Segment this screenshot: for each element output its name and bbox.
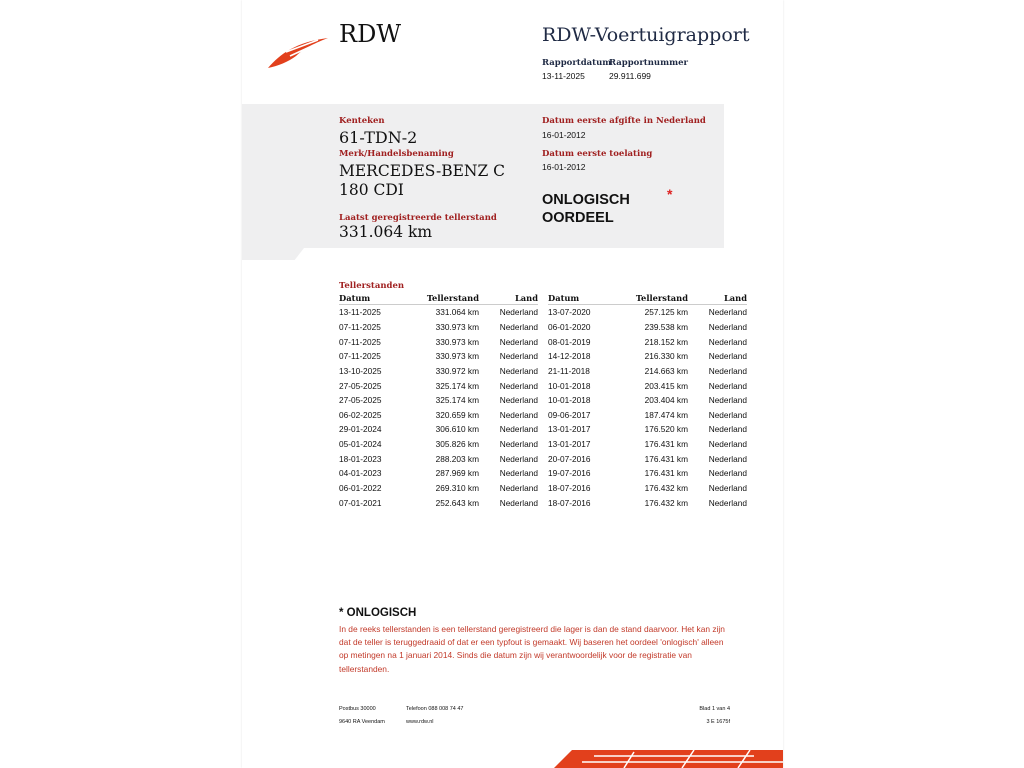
row-land: Nederland (499, 395, 538, 406)
first-admission-value: 16-01-2012 (542, 162, 586, 172)
rdw-logo-icon (266, 34, 330, 70)
row-km: 203.415 km (644, 380, 688, 391)
row-date: 07-11-2025 (339, 336, 381, 347)
table-row (339, 466, 538, 481)
table-row (548, 407, 747, 422)
row-date: 13-07-2020 (548, 307, 591, 318)
table-row (339, 378, 538, 393)
row-land: Nederland (708, 351, 747, 362)
report-title: RDW-Voertuigrapport (542, 24, 750, 46)
row-land: Nederland (499, 336, 538, 347)
row-km: 176.432 km (644, 497, 688, 508)
table-row (339, 364, 538, 379)
rdw-stripes-icon (554, 748, 783, 768)
row-date: 07-11-2025 (339, 351, 381, 362)
row-land: Nederland (708, 497, 747, 508)
row-km: 330.973 km (435, 336, 479, 347)
table-row (339, 422, 538, 437)
table-row (339, 495, 538, 510)
col-date-header: Datum (548, 292, 618, 305)
brand-name: RDW (339, 20, 401, 48)
table-row (548, 422, 747, 437)
row-land: Nederland (499, 497, 538, 508)
verdict-text: ONLOGISCH OORDEEL (542, 192, 630, 226)
plate-label: Kenteken (339, 116, 385, 126)
row-km: 331.064 km (435, 307, 479, 318)
row-land: Nederland (708, 336, 747, 347)
row-km: 203.404 km (644, 395, 688, 406)
verdict-asterisk-icon: * (667, 186, 673, 202)
row-km: 252.643 km (435, 497, 479, 508)
row-date: 04-01-2023 (339, 468, 382, 479)
report-date-value: 13-11-2025 (542, 71, 585, 81)
row-date: 14-12-2018 (548, 351, 591, 362)
panel-tail (242, 248, 304, 260)
table-row (548, 437, 747, 452)
brand-value-line2: 180 CDI (339, 181, 404, 199)
row-land: Nederland (499, 439, 538, 450)
row-km: 239.538 km (644, 321, 688, 332)
row-km: 187.474 km (644, 409, 688, 420)
col-km-header: Tellerstand (618, 292, 688, 305)
row-km: 288.203 km (435, 453, 479, 464)
row-date: 27-05-2025 (339, 380, 382, 391)
table-row (548, 349, 747, 364)
footer-postbus: Postbus 30000 (339, 706, 376, 712)
row-km: 269.310 km (435, 483, 479, 493)
footer-phone: Telefoon 088 008 74 47 (406, 706, 464, 712)
report-date-label: Rapportdatum (542, 58, 612, 68)
row-date: 07-11-2025 (339, 321, 381, 332)
row-km: 330.973 km (435, 321, 479, 332)
first-issue-label: Datum eerste afgifte in Nederland (542, 116, 706, 126)
first-issue-value: 16-01-2012 (542, 130, 586, 140)
row-km: 214.663 km (644, 365, 688, 376)
row-km: 176.432 km (644, 483, 688, 493)
row-land: Nederland (708, 483, 747, 493)
row-land: Nederland (708, 424, 747, 435)
row-date: 08-01-2019 (548, 336, 591, 347)
row-land: Nederland (499, 321, 538, 332)
table-row (339, 407, 538, 422)
odometer-label: Laatst geregistreerde tellerstand (339, 213, 497, 223)
table-row (548, 320, 747, 335)
row-km: 287.969 km (435, 468, 479, 479)
col-land-header: Land (479, 292, 538, 305)
row-date: 06-01-2022 (339, 483, 382, 493)
row-land: Nederland (499, 424, 538, 435)
odometer-table-right (548, 292, 747, 510)
row-date: 18-01-2023 (339, 453, 382, 464)
report-number-value: 29.911.699 (609, 71, 651, 81)
table-row (548, 466, 747, 481)
row-date: 06-01-2020 (548, 321, 591, 332)
row-land: Nederland (499, 409, 538, 420)
row-date: 13-01-2017 (548, 424, 591, 435)
row-date: 29-01-2024 (339, 424, 382, 435)
brand-label: Merk/Handelsbenaming (339, 149, 454, 159)
table-row (339, 393, 538, 408)
table-row (548, 495, 747, 510)
table-row (548, 334, 747, 349)
row-land: Nederland (708, 380, 747, 391)
odometer-value: 331.064 km (339, 223, 433, 241)
table-row (339, 305, 538, 320)
row-land: Nederland (499, 307, 538, 318)
row-km: 306.610 km (435, 424, 479, 435)
row-date: 19-07-2016 (548, 468, 591, 479)
row-land: Nederland (499, 380, 538, 391)
table-row (339, 451, 538, 466)
row-km: 176.431 km (644, 468, 688, 479)
row-land: Nederland (708, 468, 747, 479)
row-km: 218.152 km (644, 336, 688, 347)
footer-page-number: Blad 1 van 4 (699, 706, 730, 712)
row-km: 176.431 km (644, 439, 688, 450)
col-date-header: Datum (339, 292, 409, 305)
row-date: 09-06-2017 (548, 409, 591, 420)
row-km: 176.520 km (644, 424, 688, 435)
row-date: 07-01-2021 (339, 497, 382, 508)
plate-value: 61-TDN-2 (339, 128, 418, 147)
col-km-header: Tellerstand (409, 292, 479, 305)
row-km: 320.659 km (435, 409, 479, 420)
row-date: 13-10-2025 (339, 365, 382, 376)
table-row (548, 481, 747, 496)
row-date: 18-07-2016 (548, 497, 591, 508)
footer-code: 3 E 1675f (706, 719, 730, 725)
row-land: Nederland (499, 453, 538, 464)
row-date: 05-01-2024 (339, 439, 382, 450)
row-date: 20-07-2016 (548, 453, 591, 464)
row-km: 216.330 km (644, 351, 688, 362)
footer-city: 9640 RA Veendam (339, 719, 385, 725)
row-date: 10-01-2018 (548, 395, 591, 406)
row-km: 330.972 km (435, 365, 479, 376)
footnote-text: In de reeks tellerstanden is een tellerstand geregistreerd die lager is dan de stand daarvoor. Het kan zijn dat de teller is teruggedraaid of dat er een typfout is gemaakt. Wij baseren het oordeel 'onlogisch' alleen op metingen na 1 januari 2014. Sinds die datum zijn wij verantwoordelijk voor de registratie van tellerstanden. (339, 624, 725, 674)
table-row (339, 334, 538, 349)
row-land: Nederland (499, 468, 538, 479)
row-km: 176.431 km (644, 453, 688, 464)
odometer-section-title: Tellerstanden (339, 281, 405, 291)
col-land-header: Land (688, 292, 747, 305)
row-date: 13-11-2025 (339, 307, 381, 318)
first-admission-label: Datum eerste toelating (542, 149, 653, 159)
row-land: Nederland (708, 439, 747, 450)
footnote-title: * ONLOGISCH (339, 607, 417, 619)
row-date: 10-01-2018 (548, 380, 591, 391)
row-date: 18-07-2016 (548, 483, 591, 493)
table-row (339, 437, 538, 452)
table-row (339, 320, 538, 335)
row-land: Nederland (499, 351, 538, 362)
row-km: 325.174 km (435, 380, 479, 391)
row-date: 27-05-2025 (339, 395, 382, 406)
row-date: 13-01-2017 (548, 439, 591, 450)
table-row (548, 305, 747, 320)
row-km: 330.973 km (435, 351, 479, 362)
row-date: 21-11-2018 (548, 365, 590, 376)
table-row (548, 364, 747, 379)
row-km: 305.826 km (435, 439, 479, 450)
row-land: Nederland (708, 321, 747, 332)
footer-website-link[interactable]: www.rdw.nl (406, 719, 434, 725)
row-land: Nederland (708, 453, 747, 464)
row-date: 06-02-2025 (339, 409, 382, 420)
row-land: Nederland (499, 483, 538, 493)
row-land: Nederland (708, 395, 747, 406)
table-row (548, 378, 747, 393)
table-row (548, 451, 747, 466)
row-land: Nederland (499, 365, 538, 376)
table-row (339, 481, 538, 496)
row-land: Nederland (708, 409, 747, 420)
row-land: Nederland (708, 365, 747, 376)
report-number-label: Rapportnummer (609, 58, 688, 68)
row-land: Nederland (708, 307, 747, 318)
odometer-table-left (339, 292, 538, 510)
brand-value-line1: MERCEDES-BENZ C (339, 162, 506, 180)
table-row (548, 393, 747, 408)
table-row (339, 349, 538, 364)
row-km: 325.174 km (435, 395, 479, 406)
row-km: 257.125 km (644, 307, 688, 318)
